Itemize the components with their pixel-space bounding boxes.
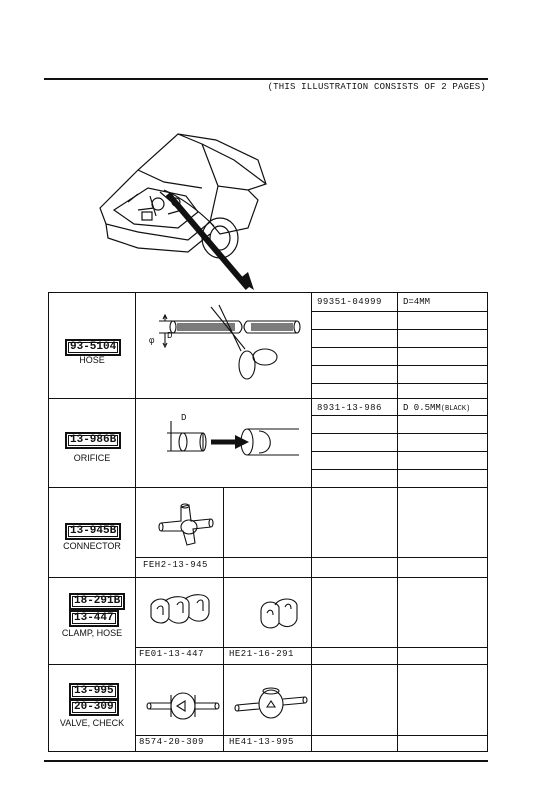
clamp-small-drawing [255, 595, 305, 637]
part-name-valve: VALVE, CHECK [59, 718, 125, 728]
valve-sub-part-number-b: HE41-13-995 [229, 737, 294, 747]
part-name-orifice: ORIFICE [73, 453, 111, 463]
clamp-large-drawing [145, 591, 221, 641]
connector-sub-part-number: FEH2-13-945 [143, 560, 208, 570]
check-valve-b-drawing [233, 677, 309, 729]
orifice-dimension-label: D [181, 413, 187, 423]
parts-table [48, 292, 488, 752]
part-number-hose: 93-5104 [65, 339, 121, 356]
part-name-connector: CONNECTOR [63, 541, 121, 551]
hose-with-scissors-drawing [145, 299, 305, 394]
car-engine-bay-illustration [98, 130, 268, 290]
part-number-clamp-b: 13-447 [69, 610, 119, 627]
valve-sub-part-number-a: 8574-20-309 [139, 737, 204, 747]
connector-tee-drawing [157, 501, 217, 551]
part-name-hose: HOSE [79, 355, 105, 365]
part-number-connector: 13-945B [65, 523, 121, 540]
bottom-rule [44, 760, 488, 762]
check-valve-a-drawing [145, 681, 221, 731]
part-number-valve-a: 13-995 [69, 683, 119, 700]
pages-note: (THIS ILLUSTRATION CONSISTS OF 2 PAGES) [267, 82, 486, 92]
hose-spec-part-number: 99351-04999 [317, 297, 382, 307]
hose-spec-value: D=4MM [403, 297, 431, 307]
part-number-clamp-a: 18-291B [69, 593, 125, 610]
part-name-clamp: CLAMP, HOSE [61, 628, 123, 638]
top-rule [44, 78, 488, 80]
orifice-spec-part-number: 8931-13-986 [317, 403, 382, 413]
part-number-valve-b: 20-309 [69, 699, 119, 716]
clamp-sub-part-number-b: HE21-16-291 [229, 649, 294, 659]
hose-phi-symbol: φ [149, 336, 155, 346]
orifice-spec-value: D 0.5MM(BLACK) [403, 403, 471, 413]
clamp-sub-part-number-a: FE01-13-447 [139, 649, 204, 659]
hose-dimension-label: D [167, 331, 173, 341]
part-number-orifice: 13-986B [65, 432, 121, 449]
